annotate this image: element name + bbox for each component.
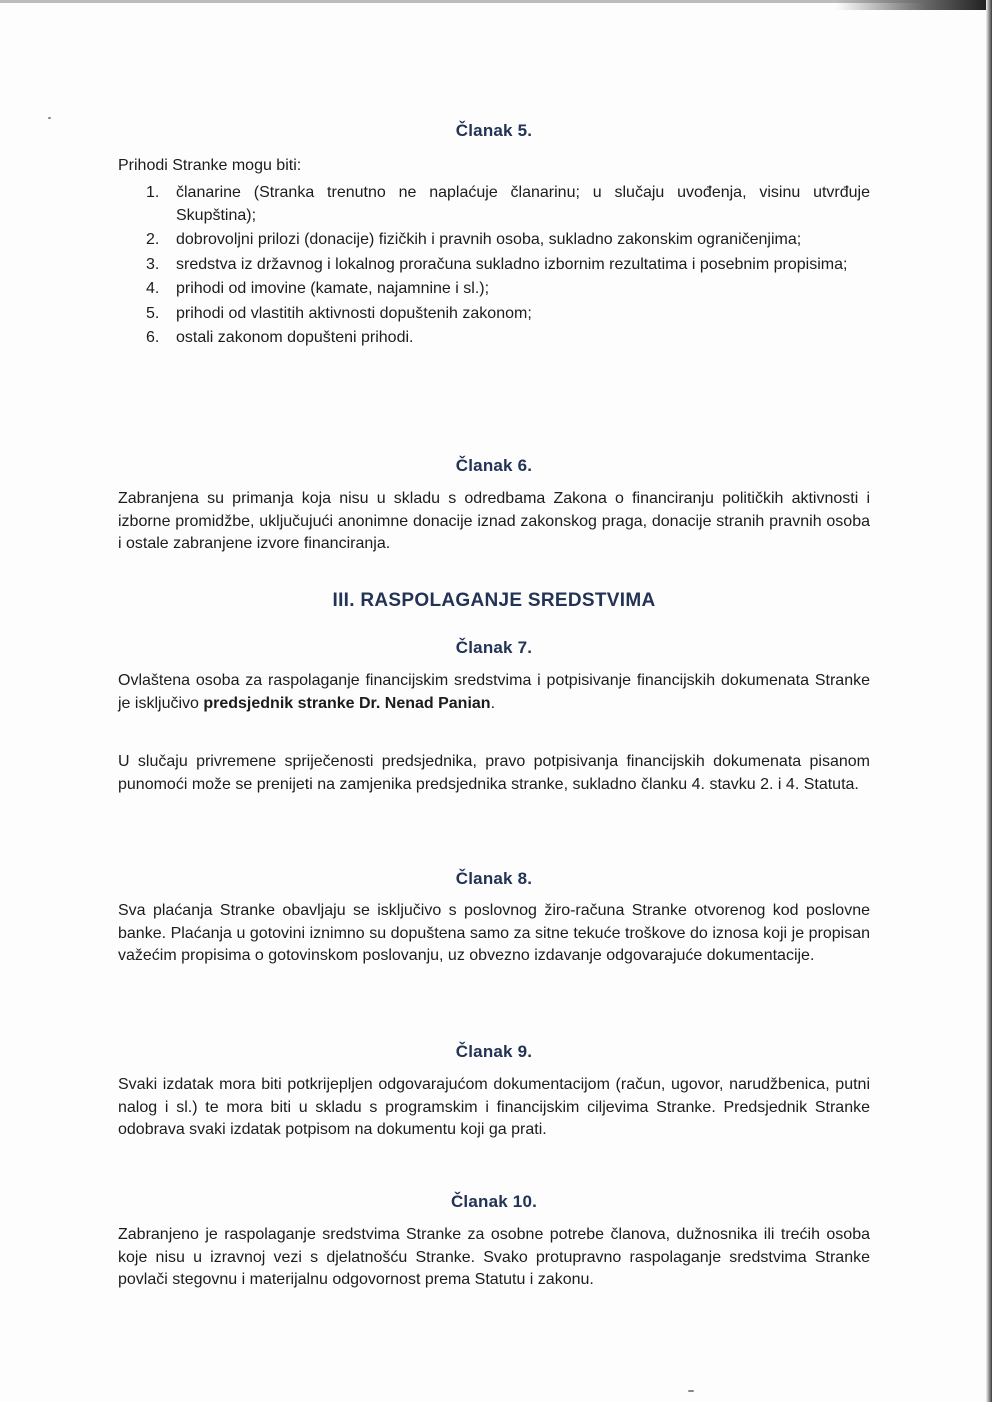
section-3-heading: III. RASPOLAGANJE SREDSTVIMA xyxy=(332,590,656,611)
income-list xyxy=(118,182,870,352)
scan-speck xyxy=(688,1390,694,1392)
article-5-intro: Prihodi Stranke mogu biti: xyxy=(118,157,302,174)
list-item-text: dobrovoljni prilozi (donacije) fizičkih i pravnih osoba, sukladno zakonskim ograničenjima; xyxy=(176,231,802,248)
list-item-text: članarine (Stranka trenutno ne naplaćuje članarinu; u slučaju uvođenja, visinu utvrđuje Skupština); xyxy=(176,184,870,224)
scan-edge-corner xyxy=(836,0,986,10)
list-item-number: 5. xyxy=(146,304,160,322)
article-7-title: Članak 7. xyxy=(455,638,533,657)
article-8-text: Sva plaćanja Stranke obavljaju se isključivo s poslovnog žiro-računa Stranke otvorenog kod poslovne banke. Plaćanja u gotovini iznimno su dopuštena samo za sitne tekuće troškove do iznosa koji je propisan važećim propisima o gotovinskom poslovanju, uz obvezno izdavanje odgovarajuće dokumentacije. xyxy=(118,902,870,964)
list-item xyxy=(118,254,870,277)
list-item xyxy=(118,278,870,301)
article-6-text: Zabranjena su primanja koja nisu u skladu s odredbama Zakona o financiranju političkih aktivnosti i izborne promidžbe, uključujući anonimne donacije iznad zakonskog praga, donacije stranih pravnih osoba i ostale zabranjene izvore financiranja. xyxy=(118,490,870,552)
list-item-number: 3. xyxy=(146,255,160,273)
authorized-person: predsjednik stranke Dr. Nenad Panian xyxy=(203,694,491,712)
article-9-title: Članak 9. xyxy=(455,1042,533,1061)
list-item xyxy=(118,327,870,350)
article-9-text: Svaki izdatak mora biti potkrijepljen odgovarajućom dokumentacijom (račun, ugovor, narudžbenica, putni nalog i sl.) te mora biti u skladu s programskim i financijskim ciljevima Stranke. Predsjednik Stranke odobrava svaki izdatak potpisom na dokumentu koji ga prati. xyxy=(118,1076,870,1138)
list-item-number: 1. xyxy=(146,184,160,201)
article-7-paragraph-2: U slučaju privremene spriječenosti predsjednika, pravo potpisivanja financijskih dokumenata pisanom punomoći može se prenijeti na zamjenika predsjednika stranke, sukladno članku 4. stavku 2. i 4. Statuta. xyxy=(118,753,870,793)
article-6-title: Članak 6. xyxy=(455,456,533,475)
article-7-text: Ovlaštena osoba za raspolaganje financijskim sredstvima i potpisivanje financijskih dokumenata Stranke je isključivo xyxy=(118,672,870,712)
list-item xyxy=(118,182,870,227)
list-item-text: sredstva iz državnog i lokalnog proračuna sukladno izbornim rezultatima i posebnim propisima; xyxy=(176,255,848,273)
list-item-number: 4. xyxy=(146,280,160,297)
list-item xyxy=(118,229,870,252)
list-item xyxy=(118,303,870,326)
article-5-title: Članak 5. xyxy=(455,121,533,140)
list-item-number: 2. xyxy=(146,231,160,248)
article-10-title: Članak 10. xyxy=(450,1192,538,1211)
list-item-text: prihodi od imovine (kamate, najamnine i sl.); xyxy=(176,280,490,297)
list-item-number: 6. xyxy=(146,329,160,346)
scan-edge-right xyxy=(986,0,992,1402)
article-7-text-end: . xyxy=(490,694,496,712)
list-item-text: prihodi od vlastitih aktivnosti dopuštenih zakonom; xyxy=(176,304,532,322)
scan-speck xyxy=(48,117,51,119)
article-7-paragraph-1 xyxy=(118,670,870,715)
list-item-text: ostali zakonom dopušteni prihodi. xyxy=(176,329,414,346)
article-10-text: Zabranjeno je raspolaganje sredstvima Stranke za osobne potrebe članova, dužnosnika ili trećih osoba koje nisu u izravnoj vezi s djelatnošću Stranke. Svako protupravno raspolaganje sredstvima Stranke povlači stegovnu i materijalnu odgovornost prema Statutu i zakonu. xyxy=(118,1226,870,1288)
article-8-title: Članak 8. xyxy=(455,869,533,888)
